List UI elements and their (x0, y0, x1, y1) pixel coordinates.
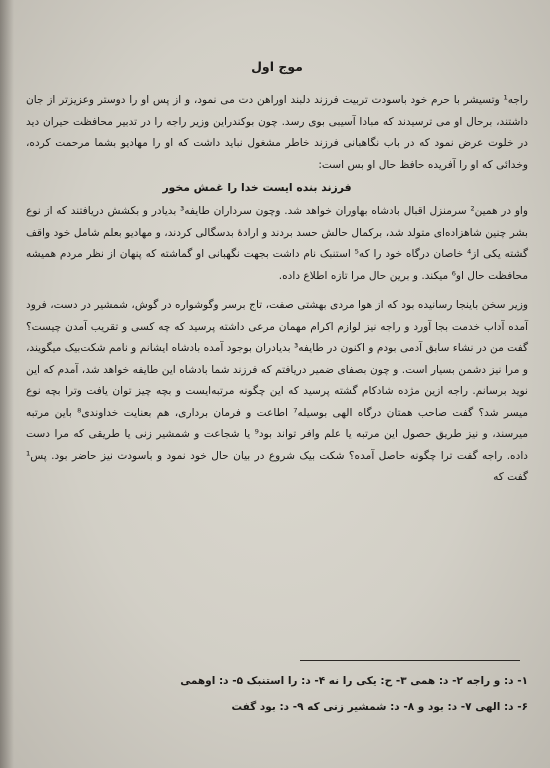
footnote-divider (300, 660, 520, 661)
footnote-line-2: ۶- د: الهی ۷- د: بود و ۸- د: شمشیر زنی که ۹- د: بود گفت (231, 701, 528, 713)
verse-line: فرزند بنده ایست خدا را غمش مخور (162, 181, 352, 194)
footnotes (26, 668, 528, 720)
binding-shadow (0, 0, 14, 768)
paragraph-3: وزیر سخن باینجا رسانیده بود که از هوا مردی بهشتی صفت، تاج برسر وگوشواره در گوش، شمشیر در دست، فرود آمده آداب خدمت بجا آورد و راجه نیز لوازم اکرام مهمان مرعی داشته پرسید که چه کسی و تقریب آمدن چیست؟ گفت من در نشاء سابق آدمی بودم و اکنون در طایفه³ بدیادران بوجود آمده بادشاه ایشانم و نامم شکت‌بیک میگویند، و مرا نیز دشمن بسیار است. و چون بصفای ضمیر دریافتم که فرزند شما بادشاه این طایفه خواهد شد، آمدم که این نوید برسانم. راجه ازین مژده شادکام گشته پرسید که این چگونه مرتبه‌ایست و بچه چیز توان یافت وترا بچه نوع میسر شد؟ گفت صاحب همتان درگاه الهی بوسیله⁷ اطاعت و فرمان برداری، هم بعنایت خداوندی⁸ باین مرتبه میرسند، و نیز طریق حصول این مرتبه یا علم وافر تواند بود⁹ یا شجاعت و شمشیر زنی یا طریقی که مرا دست داده. راجه گفت ترا چگونه حاصل آمده؟ شکت بیک شروع در بیان حال خود نمود و باسودت نیز حاضر بود. پس¹ گفت که (26, 299, 528, 483)
paragraph-1: راجه¹ وتسیشر با حرم خود باسودت تربیت فرزند دلبند اوراهن دت می نمود، و از پس او را دوستر وعزیزتر از جان داشتند، برحال او می ترسیدند که مبادا آسیبی بوی رسد. چون بوکندراین وزیر راجه را در تدبیر محافظت حیران دید در خلوت عرض نمود که در باب نگاهبانی فرزند خاطر مشغول نباید داشت که او را مهادیو بشما مرحمت کرده، وخدائی که او را آفریده حافظ حال او بس است: (26, 94, 528, 171)
section-heading: موج اول (251, 59, 303, 74)
footnote-line-1: ۱- د: و راجه ۲- د: همی ۳- ح: یکی را نه ۴- د: را استنبک ۵- د: اوهمی (180, 675, 528, 687)
page-body (26, 58, 528, 489)
paragraph-2: واو در همین² سرمنزل اقبال بادشاه بهاوران خواهد شد. وچون سرداران طایفه³ بدیادر و بکشش دریافتند که از نوع بشر چنین شاهزاده‌ای متولد شد، برکمال حالش حسد بردند و ارادهٔ بدسگالی کردند، و مهادیو بعلم شامل خود واقف گشته یکی از⁴ خاصان درگاه خود را که⁵ استنبک نام داشت بجهت نگهبانی او گماشته که پنهان از نظر مردم همیشه محافظت حال او⁶ میکند. و برین حال مرا تازه اطلاع داده. (26, 205, 528, 282)
